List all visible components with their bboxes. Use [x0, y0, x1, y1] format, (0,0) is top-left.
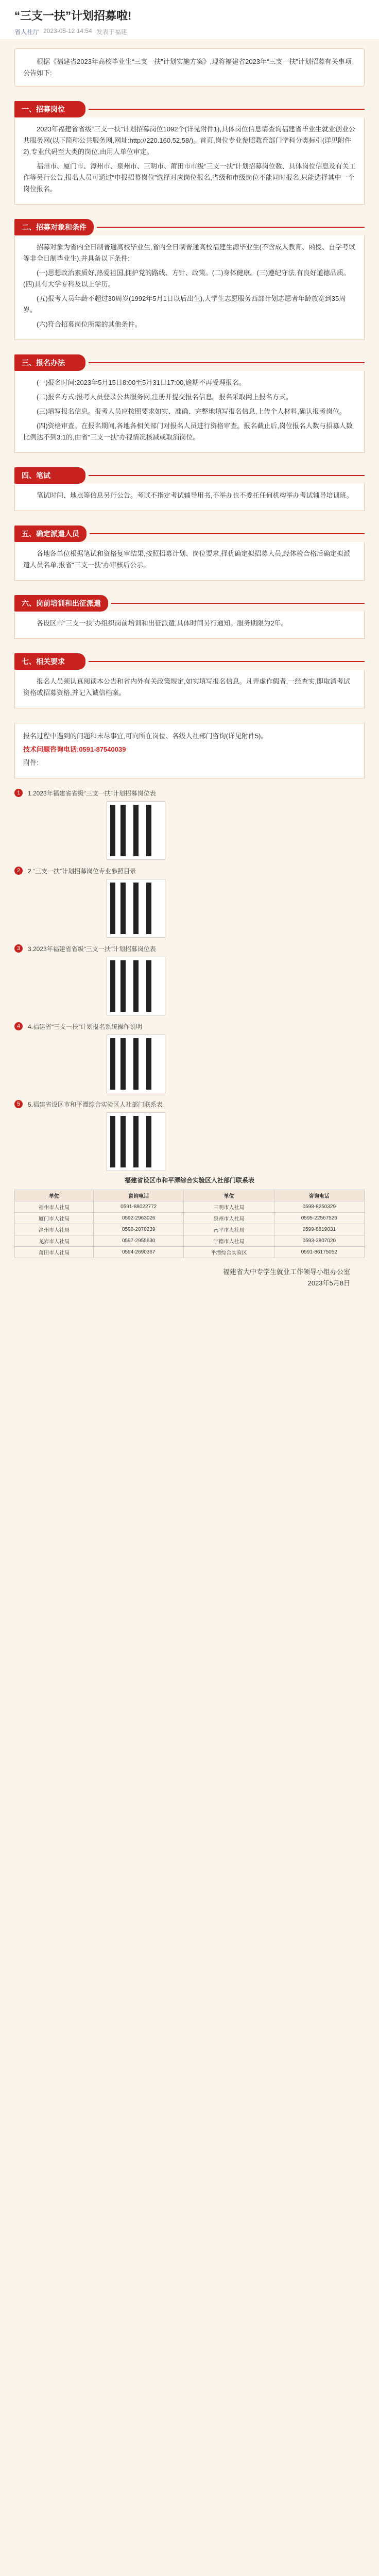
table-cell: 南平市人社局	[184, 1224, 274, 1235]
section-paragraph: (一)思想政治素质好,热爱祖国,拥护党的路线、方针、政策。(二)身体健康。(三)遵纪守法,有良好道德品质。(四)具有大学专科及以上学历。	[23, 269, 350, 288]
contact-line: 报名过程中遇到的问题和未尽事宜,可向所在岗位、各级人社部门咨询(详见附件5)。	[23, 732, 268, 740]
section-title: 一、招募岗位	[14, 101, 85, 117]
attachment-number: 4	[14, 1022, 23, 1030]
table-header-cell: 单位	[15, 1190, 94, 1201]
section	[14, 219, 365, 340]
contact-table-wrap	[14, 1176, 365, 1258]
article-meta	[14, 27, 365, 36]
table-cell: 0591-88022772	[94, 1201, 184, 1213]
section-heading	[14, 526, 365, 542]
section	[14, 467, 365, 511]
table-body	[15, 1201, 365, 1258]
section	[14, 526, 365, 581]
contact-table	[14, 1190, 365, 1258]
table-cell: 0594-2690367	[94, 1247, 184, 1258]
table-header-cell: 单位	[184, 1190, 274, 1201]
attachment-item[interactable]	[14, 944, 365, 1015]
section-body	[14, 670, 365, 708]
contact-card	[14, 723, 365, 778]
table-row	[15, 1235, 365, 1247]
section-paragraph: 报名人员须认真阅读本公告和省内外有关政策规定,如实填写报名信息。凡弄虚作假者,一经查实,即取消考试资格或招募资格,并记入诚信档案。	[23, 677, 350, 697]
section-paragraph: (三)填写报名信息。报考人员应按照要求如实、准确、完整地填写报名信息,上传个人材料,确认报考岗位。	[37, 408, 346, 415]
section-paragraph: 笔试时间、地点等信息另行公告。考试不指定考试辅导用书,不举办也不委托任何机构举办考试辅导培训班。	[37, 492, 353, 499]
table-header-row	[15, 1190, 365, 1201]
table-cell: 0595-22567526	[274, 1213, 364, 1224]
article-body	[0, 39, 379, 1289]
attachment-item[interactable]	[14, 867, 365, 937]
attachment-name: 3.2023年福建省省级“三支一扶”计划招募岗位表	[28, 945, 156, 953]
article-header	[0, 0, 379, 39]
table-cell: 莆田市人社局	[15, 1247, 94, 1258]
section-paragraph: (四)资格审查。在报名期间,各地各相关部门对报名人员进行资格审查。报名截止后,岗位报名人数与招募人数比例达不到3:1的,由省“三支一扶”办视情况核减或取消岗位。	[23, 422, 353, 441]
attachment-list	[14, 789, 365, 1171]
section-divider	[111, 603, 365, 604]
section	[14, 595, 365, 639]
qr-code-icon[interactable]	[107, 879, 165, 937]
qr-code-icon[interactable]	[107, 1113, 165, 1171]
section-paragraph: (一)报名时间:2023年5月15日8:00至5月31日17:00,逾期不再受理报名。	[37, 379, 246, 386]
table-row	[15, 1201, 365, 1213]
section-title: 五、确定派遣人员	[14, 526, 87, 542]
table-cell: 0599-8819031	[274, 1224, 364, 1235]
table-cell: 0593-2807020	[274, 1235, 364, 1247]
section-title: 二、招募对象和条件	[14, 219, 94, 235]
section-title: 三、报名办法	[14, 354, 85, 371]
section-divider	[89, 475, 365, 476]
section-heading	[14, 653, 365, 670]
table-header-cell: 咨询电话	[94, 1190, 184, 1201]
sections-container	[14, 101, 365, 708]
section-body	[14, 235, 365, 340]
section	[14, 101, 365, 205]
section-paragraph: 各地各单位根据笔试和资格复审结果,按照招募计划、岗位要求,择优确定拟招募人员,经体检合格后确定拟派遣人员名单,报省“三支一扶”办审核后公示。	[23, 550, 350, 569]
intro-card: 根据《福建省2023年高校毕业生“三支一扶”计划实施方案》,现将福建省2023年“三支一扶”计划招募有关事项公告如下:	[14, 48, 365, 87]
section-title: 七、相关要求	[14, 653, 85, 670]
section-divider	[89, 362, 365, 363]
section-paragraph: (二)报名方式:报考人员登录公共服务网,注册并提交报名信息。报名采取网上报名方式。	[37, 393, 292, 401]
section-body	[14, 612, 365, 639]
location-tag: 发表于福建	[96, 28, 127, 36]
section-heading	[14, 354, 365, 371]
signoff	[14, 1266, 365, 1289]
table-cell: 平潭综合实验区	[184, 1247, 274, 1258]
section-body	[14, 484, 365, 511]
table-cell: 漳州市人社局	[15, 1224, 94, 1235]
section-title: 四、笔试	[14, 467, 85, 484]
attachment-number: 1	[14, 789, 23, 797]
section-divider	[89, 109, 365, 110]
section-paragraph: 招募对象为省内全日制普通高校毕业生,省内全日制普通高校福建生源毕业生(不含成人教育、函授、自学考试等非全日制毕业生),并具备以下条件:	[23, 243, 355, 262]
qr-code-icon[interactable]	[107, 1035, 165, 1093]
table-cell: 0596-2070239	[94, 1224, 184, 1235]
table-header-cell: 咨询电话	[274, 1190, 364, 1201]
attachment-name: 1.2023年福建省省级“三支一扶”计划招募岗位表	[28, 790, 156, 797]
section-heading	[14, 219, 365, 235]
table-cell: 泉州市人社局	[184, 1213, 274, 1224]
signoff-org: 福建省大中专学生就业工作领导小组办公室	[222, 1268, 350, 1276]
section-title: 六、岗前培训和出征派遣	[14, 595, 108, 612]
attachment-number: 2	[14, 867, 23, 875]
attachment-name: 5.福建省设区市和平潭综合实验区人社部门联系表	[28, 1101, 163, 1108]
section-paragraph: 2023年福建省省级“三支一扶”计划招募岗位1092个(详见附件1),具体岗位信息请查询福建省毕业生就业创业公共服务网(以下简称公共服务网,网址:http://220.160.52.58/)。首页,岗位专业参照教育部门学科分类标引(详见附件2),专业代码至大类的岗位,由用人单位审定。	[23, 125, 355, 156]
attachment-name: 2.“三支一扶”计划招募岗位专业参照目录	[28, 868, 136, 875]
section-divider	[90, 533, 365, 534]
section	[14, 653, 365, 708]
section-paragraph: 各设区市“三支一扶”办组织岗前培训和出征派遣,具体时间另行通知。服务期限为2年。	[37, 619, 288, 627]
section-paragraph: (六)符合招募岗位所需的其他条件。	[37, 320, 142, 328]
tech-hotline: 技术问题咨询电话:0591-87540039	[23, 745, 126, 753]
source-account-link[interactable]: 省人社厅	[14, 28, 40, 36]
table-cell: 0591-86175052	[274, 1247, 364, 1258]
table-cell: 0597-2955630	[94, 1235, 184, 1247]
table-cell: 0592-2963026	[94, 1213, 184, 1224]
section-divider	[97, 227, 365, 228]
table-row	[15, 1213, 365, 1224]
table-cell: 0598-8250329	[274, 1201, 364, 1213]
attachment-number: 5	[14, 1100, 23, 1108]
table-cell: 宁德市人社局	[184, 1235, 274, 1247]
section-divider	[89, 661, 365, 662]
table-cell: 厦门市人社局	[15, 1213, 94, 1224]
section-body	[14, 371, 365, 453]
attachment-number: 3	[14, 944, 23, 953]
table-cell: 龙岩市人社局	[15, 1235, 94, 1247]
section-paragraph: (五)报考人员年龄不超过30周岁(1992年5月1日以后出生),大学生志愿服务西部计划志愿者年龄放宽到35周岁。	[23, 295, 346, 314]
table-row	[15, 1247, 365, 1258]
table-caption: 福建省设区市和平潭综合实验区人社部门联系表	[124, 1177, 254, 1184]
publish-date: 2023-05-12 14:54	[43, 27, 92, 35]
section-heading	[14, 595, 365, 612]
qr-code-icon[interactable]	[107, 802, 165, 859]
qr-code-icon[interactable]	[107, 957, 165, 1015]
table-row	[15, 1224, 365, 1235]
section-heading	[14, 101, 365, 117]
attachment-item[interactable]	[14, 789, 365, 859]
table-cell: 福州市人社局	[15, 1201, 94, 1213]
attachments-label: 附件:	[23, 759, 39, 767]
section-body	[14, 117, 365, 205]
table-cell: 三明市人社局	[184, 1201, 274, 1213]
article-title: “三支一扶”计划招募啦!	[14, 9, 132, 22]
signoff-date: 2023年5月8日	[307, 1279, 350, 1287]
attachment-name: 4.福建省“三支一扶”计划报名系统操作说明	[28, 1023, 143, 1030]
section	[14, 354, 365, 453]
section-heading	[14, 467, 365, 484]
section-paragraph: 福州市、厦门市、漳州市、泉州市、三明市、莆田市市级“三支一扶”计划招募岗位数、具体岗位信息及有关工作等另行公告,报名人员可通过“申报招募岗位”选择对应岗位报名,省级和市级岗位不能同时报名,只能选择其中一个岗位报名。	[23, 162, 356, 193]
section-body	[14, 542, 365, 581]
attachment-item[interactable]	[14, 1022, 365, 1093]
attachment-item[interactable]	[14, 1100, 365, 1171]
